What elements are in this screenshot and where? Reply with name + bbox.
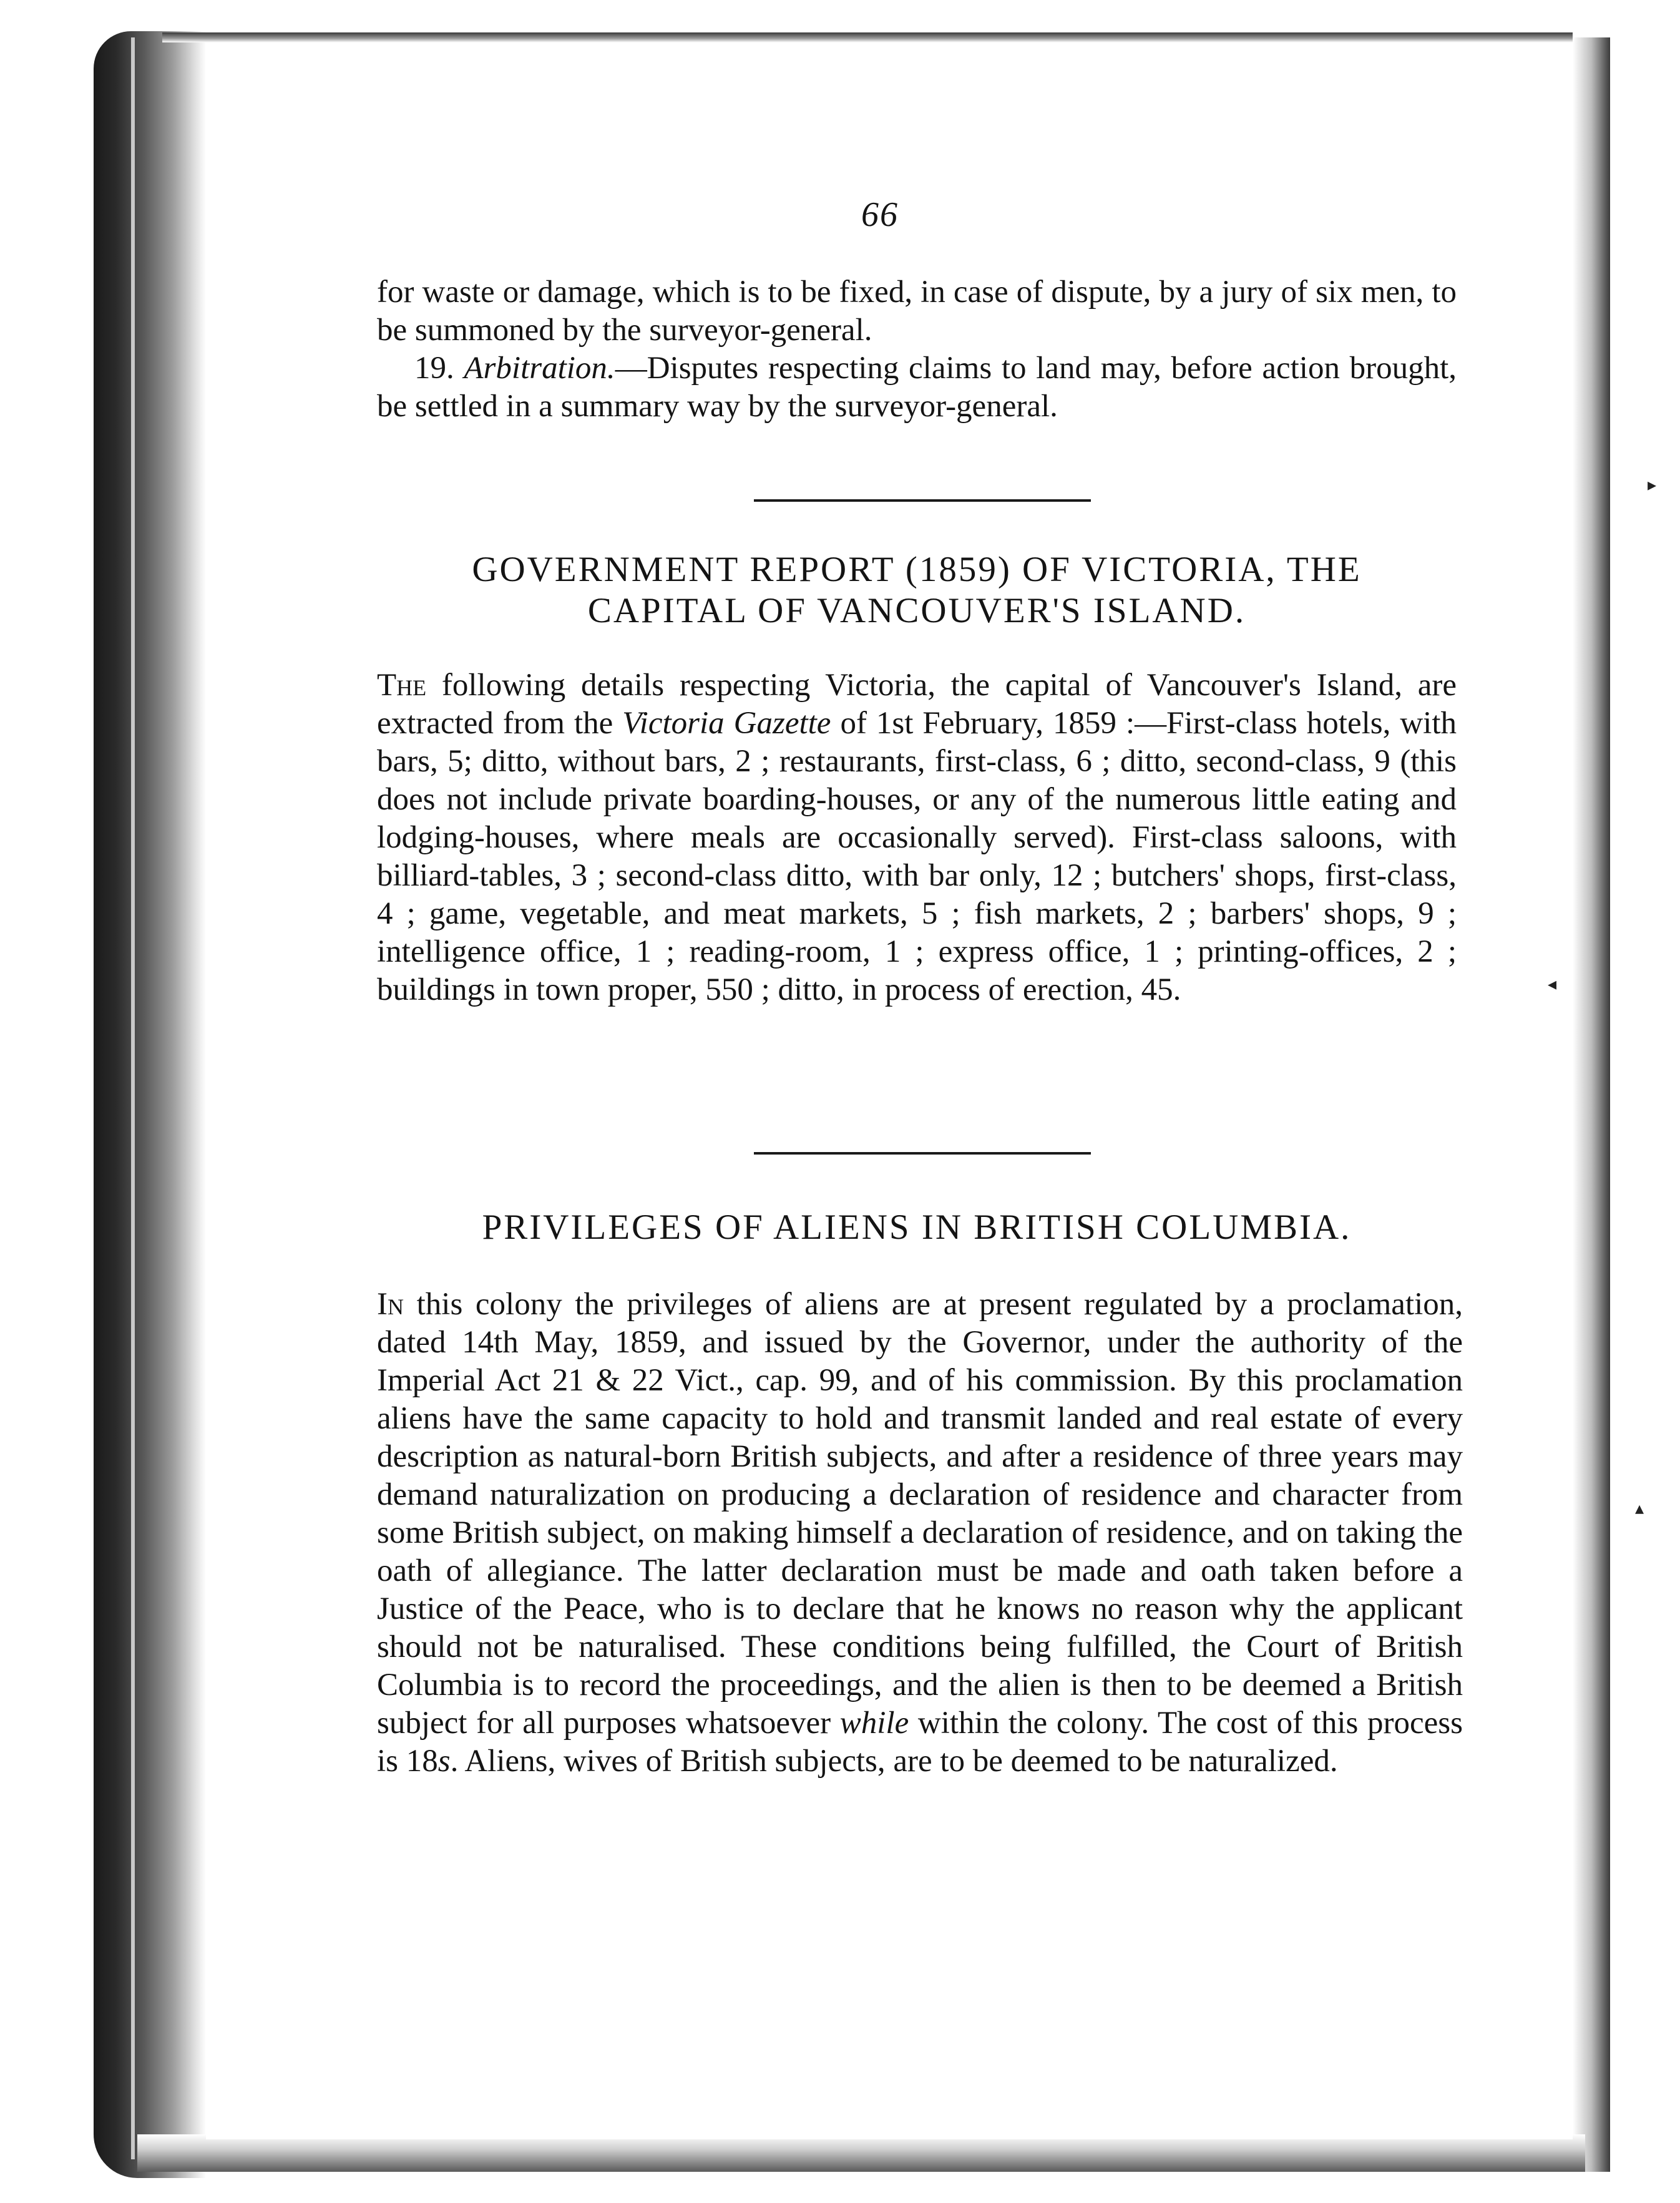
previous-section <box>377 273 1457 426</box>
heading-victoria-line2: CAPITAL OF VANCOUVER'S ISLAND. <box>587 591 1246 630</box>
book-edge-bottom <box>137 2134 1585 2172</box>
paragraph-victoria: The following details respecting Victoria, the capital of Vancouver's Island, are extracted from the Victoria Gazette of 1st February, 1859 :—First-class hotels, with bars, 5; ditto, without bars, 2 ; restaurants, first-class, 6 ; ditto, second-class, 9 (this does not include private boarding-houses, or any of the numerous little eating and lodging-houses, where meals are occasionally served). First-class saloons, with billiard-tables, 3 ; second-class ditto, with bar only, 12 ; butchers' shops, first-class, 4 ; game, vegetable, and meat markets, 5 ; fish markets, 2 ; barbers' shops, 9 ; intelligence office, 1 ; reading-room, 1 ; express office, 1 ; printing-offices, 2 ; buildings in town proper, 550 ; ditto, in process of erection, 45. <box>377 668 1457 1007</box>
dropword-victoria: The <box>377 668 427 703</box>
book-edge-right <box>1573 37 1610 2172</box>
paragraph-arbitration: 19. Arbitration.—Disputes respecting claims to land may, before action brought, be settled in a summary way by the surveyor-general. <box>377 351 1457 424</box>
dropword-aliens: In <box>377 1287 404 1322</box>
book-edge-left <box>94 31 206 2178</box>
scan-mark: ▸ <box>1648 476 1657 495</box>
gazette-title: Victoria Gazette <box>622 706 831 741</box>
paragraph-waste: for waste or damage, which is to be fixed, in case of dispute, by a jury of six men, to be summoned by the surveyor-general. <box>377 275 1457 348</box>
scan-mark: ◂ <box>1548 975 1557 994</box>
while-italic: while <box>839 1706 909 1741</box>
heading-victoria <box>377 549 1457 632</box>
scan-mark: ▴ <box>1635 1499 1644 1518</box>
heading-victoria-line1: GOVERNMENT REPORT (1859) OF VICTORIA, THE <box>472 550 1362 589</box>
section-divider-1 <box>754 499 1091 502</box>
book-edge-highlight <box>131 37 135 2159</box>
book-edge-top <box>162 32 1573 42</box>
page-number: 66 <box>861 195 899 234</box>
paragraph-aliens: In this colony the privileges of aliens are at present regulated by a proclamation, dated 14th May, 1859, and issued by the Governor, under the authority of the Imperial Act 21 & 22 Vict., cap. 99, and of his commission. By this proclamation aliens have the same capacity to hold and transmit landed and real estate of every description as natural-born British subjects, and after a residence of three years may demand naturalization on producing a declaration of residence and character from some British subject, on making himself a declaration of residence, and on taking the oath of allegiance. The latter declaration must be made and oath taken before a Justice of the Peace, who is to declare that he knows no reason why the applicant should not be naturalised. These conditions being fulfilled, the Court of British Columbia is to record the proceedings, and the alien is then to be deemed a British subject for all purposes whatsoever while within the colony. The cost of this process is 18s. Aliens, wives of British subjects, are to be deemed to be naturalized. <box>377 1287 1463 1779</box>
heading-aliens: PRIVILEGES OF ALIENS IN BRITISH COLUMBIA. <box>482 1208 1352 1247</box>
section-divider-2 <box>754 1152 1091 1155</box>
